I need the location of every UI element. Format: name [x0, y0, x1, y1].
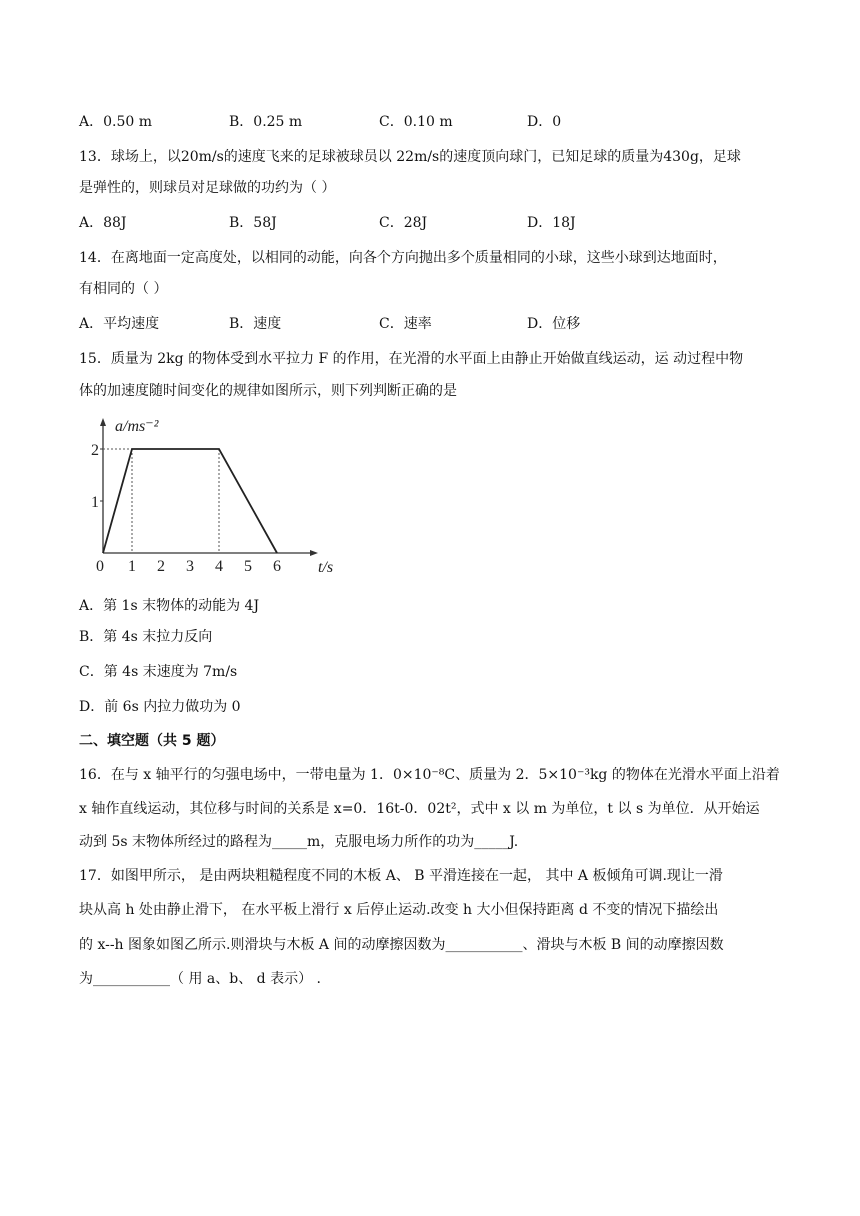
- q17-stem-line3: 的 x--h 图象如图乙所示.则滑块与木板 A 间的动摩擦因数为___________、滑块与木板 B 间的动摩擦因数: [79, 937, 724, 953]
- section-heading: 二、填空题（共 5 题）: [79, 733, 225, 749]
- q16-stem-line3: 动到 5s 末物体所经过的路程为_____m，克服电场力所作的功为_____J.: [79, 834, 519, 850]
- y-ticks: [91, 442, 103, 511]
- q14-stem-line1: 14．在离地面一定高度处，以相同的动能，向各个方向抛出多个质量相同的小球，这些小球到达地面时，: [79, 250, 727, 266]
- y-tick-label-1: 1: [91, 494, 99, 511]
- q12-option-a: A．0.50 m: [79, 114, 153, 130]
- acceleration-series-line: [103, 449, 277, 553]
- x-tick-label-6: 6: [273, 558, 281, 575]
- y-axis-arrow: [100, 418, 106, 426]
- x-tick-label-3: 3: [186, 558, 194, 575]
- acceleration-time-chart: [82, 410, 342, 580]
- x-tick-label-4: 4: [215, 558, 223, 575]
- x-ticks: [96, 558, 281, 575]
- q17-stem-line2: 块从高 h 处由静止滑下， 在水平板上滑行 x 后停止运动.改变 h 大小但保持距离 d 不变的情况下描绘出: [79, 902, 719, 918]
- q14-option-c: C．速率: [379, 316, 432, 332]
- q14-option-b: B．速度: [229, 316, 282, 332]
- x-axis-label: t/s: [318, 559, 334, 576]
- chart-axes: [100, 418, 318, 556]
- q12-options: [79, 112, 799, 132]
- q12-option-d: D．0: [527, 114, 562, 130]
- x-tick-label-0: 0: [96, 558, 104, 575]
- q12-option-b: B．0.25 m: [229, 114, 303, 130]
- q13-option-b: B．58J: [229, 215, 277, 231]
- q15-option-b: B．第 4s 末拉力反向: [79, 629, 213, 645]
- q14-stem-line2: 有相同的（ ）: [79, 281, 168, 297]
- y-tick-label-2: 2: [91, 442, 99, 459]
- q13-stem-line2: 是弹性的，则球员对足球做的功约为（ ）: [79, 180, 336, 196]
- x-tick-label-5: 5: [244, 558, 252, 575]
- q17-stem-line4: 为___________（ 用 a、b、 d 表示） .: [79, 971, 321, 987]
- q16-stem-line1: 16．在与 x 轴平行的匀强电场中，一带电量为 1．0×10⁻⁸C、质量为 2．5×10⁻³kg 的物体在光滑水平面上沿着: [79, 767, 780, 783]
- y-axis-label: a/ms⁻²: [115, 418, 159, 435]
- q14-option-a: A．平均速度: [79, 316, 160, 332]
- q13-options: [79, 213, 799, 233]
- q15-option-d: D．前 6s 内拉力做功为 0: [79, 699, 241, 715]
- x-axis-arrow: [310, 550, 318, 556]
- q15-option-a: A．第 1s 末物体的动能为 4J: [79, 598, 260, 614]
- q12-option-c: C．0.10 m: [379, 114, 453, 130]
- q13-stem-line1: 13．球场上，以20m/s的速度飞来的足球被球员以 22m/s的速度顶向球门，已知足球的质量为430g，足球: [79, 149, 741, 165]
- q17-stem-line1: 17．如图甲所示， 是由两块粗糙程度不同的木板 A、 B 平滑连接在一起， 其中 A 板倾角可调.现让一滑: [79, 868, 723, 884]
- q15-stem-line2: 体的加速度随时间变化的规律如图所示，则下列判断正确的是: [79, 383, 457, 399]
- q15-option-c: C．第 4s 末速度为 7m/s: [79, 664, 238, 680]
- x-tick-label-2: 2: [157, 558, 165, 575]
- q13-option-d: D．18J: [527, 215, 576, 231]
- q13-option-a: A．88J: [79, 215, 127, 231]
- q13-option-c: C．28J: [379, 215, 428, 231]
- q15-stem-line1: 15．质量为 2kg 的物体受到水平拉力 F 的作用，在光滑的水平面上由静止开始做直线运动，运 动过程中物: [79, 351, 744, 367]
- q16-stem-line2: x 轴作直线运动，其位移与时间的关系是 x=0．16t-0．02t²，式中 x 以 m 为单位，t 以 s 为单位．从开始运: [79, 801, 760, 817]
- chart-guides: [103, 449, 219, 553]
- q14-options: [79, 314, 799, 334]
- q14-option-d: D．位移: [527, 316, 581, 332]
- x-tick-label-1: 1: [128, 558, 136, 575]
